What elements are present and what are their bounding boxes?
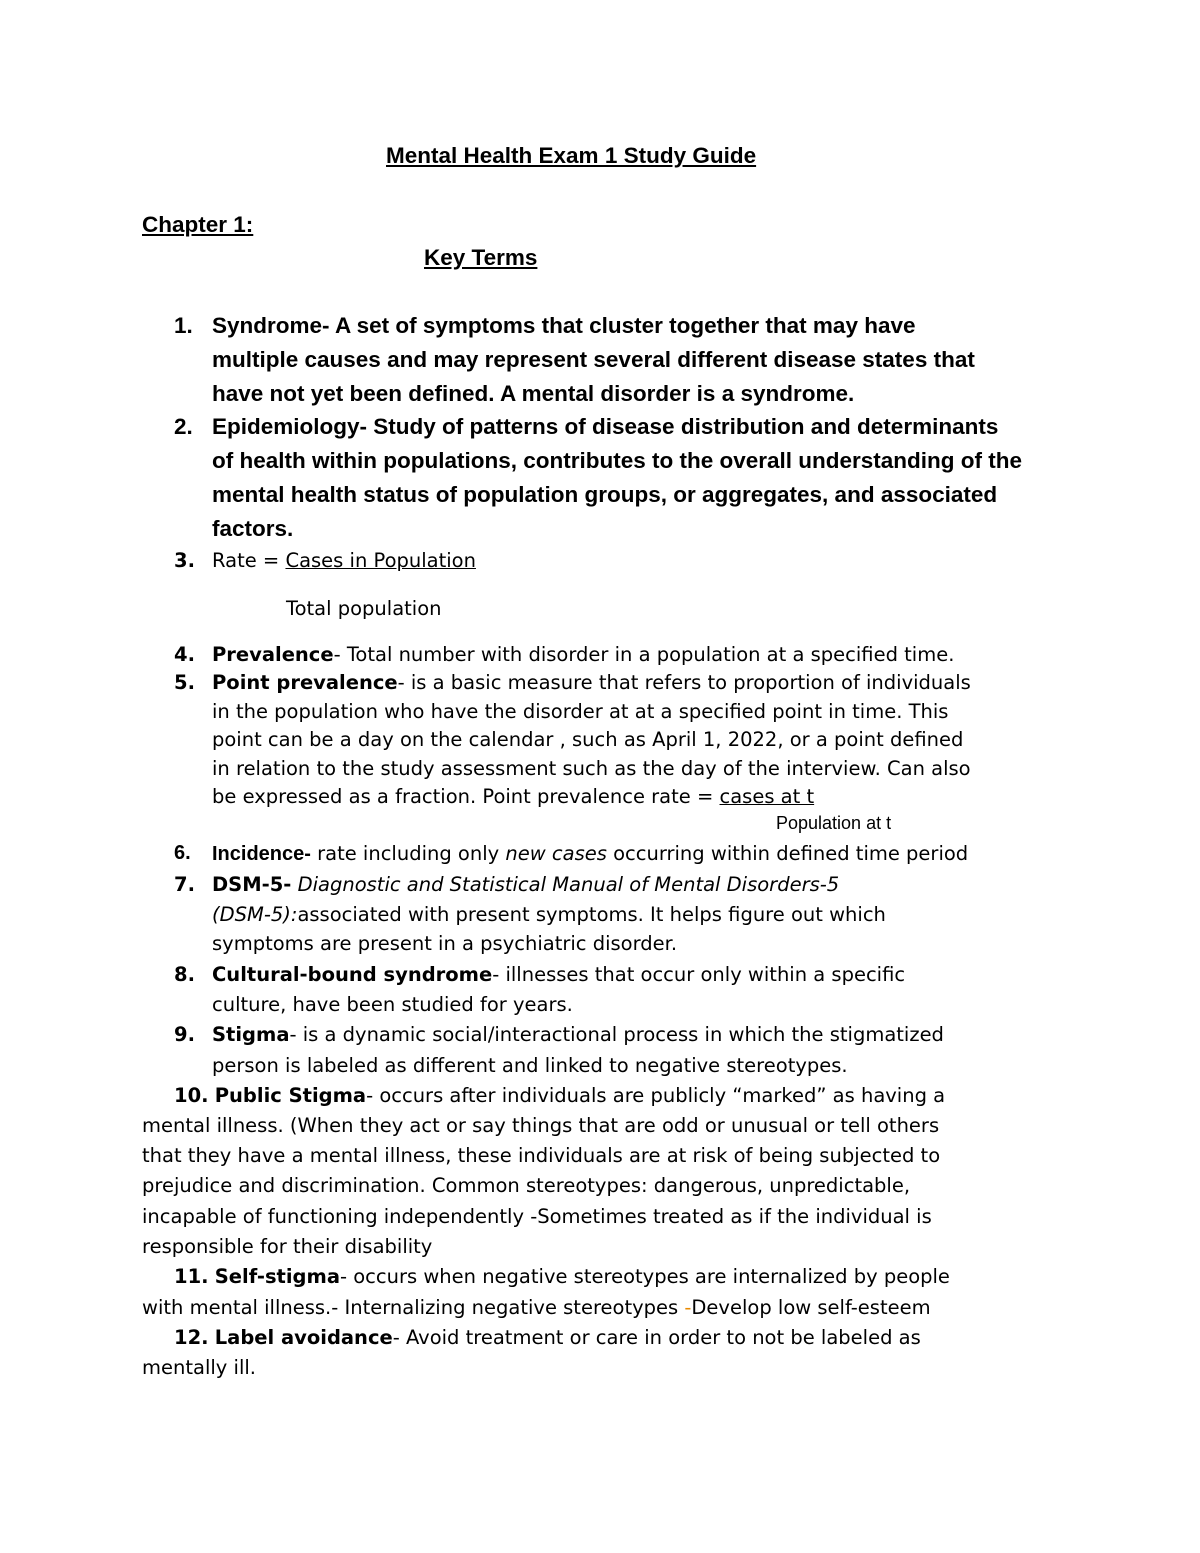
definition-line: of health within populations, contributes to the overall understanding of the — [212, 448, 1022, 473]
item-number: 12. — [174, 1326, 209, 1349]
rate-denominator: Total population — [286, 597, 442, 620]
orange-dash: - — [684, 1296, 692, 1319]
definition: - Total number with disorder in a population at a specified time. — [333, 643, 955, 666]
item-number: 10. — [174, 1084, 209, 1107]
item-number: 9. — [174, 1023, 195, 1046]
definition: - occurs when negative stereotypes are internalized by people — [340, 1265, 950, 1288]
fraction-numerator: cases at t — [719, 785, 815, 808]
definition: - Study of patterns of disease distribution and determinants — [359, 414, 999, 439]
item-number: 11. — [174, 1265, 209, 1288]
term: Syndrome- — [212, 313, 330, 338]
definition-line: culture, have been studied for years. — [212, 993, 573, 1016]
definition-line: be expressed as a fraction. Point prevalence rate = — [212, 785, 720, 808]
fraction-denominator: Population at t — [776, 813, 892, 833]
italic-text: (DSM-5): — [212, 903, 298, 926]
definition-line: symptoms are present in a psychiatric disorder. — [212, 932, 678, 955]
definition-line: point can be a day on the calendar , such as April 1, 2022, or a point defined — [212, 728, 964, 751]
definition: A set of symptoms that cluster together that may have — [329, 313, 916, 338]
rate-numerator: Cases in Population — [285, 549, 476, 572]
italic-text: Diagnostic and Statistical Manual of Mental Disorders-5 — [291, 873, 840, 896]
chapter-heading: Chapter 1: — [142, 212, 254, 237]
term: Self-stigma — [214, 1265, 340, 1288]
term: Epidemiology — [212, 414, 360, 439]
term: Public Stigma — [214, 1084, 367, 1107]
term: Label avoidance — [214, 1326, 393, 1349]
term: Cultural-bound syndrome — [212, 963, 493, 986]
definition-line: incapable of functioning independently -Sometimes treated as if the individual is — [142, 1205, 932, 1228]
definition-line: in the population who have the disorder at at a specified point in time. This — [212, 700, 949, 723]
definition-line: mental illness. (When they act or say things that are odd or unusual or tell others — [142, 1114, 940, 1137]
definition-line: prejudice and discrimination. Common stereotypes: dangerous, unpredictable, — [142, 1174, 911, 1197]
item-number: 6. — [174, 842, 191, 864]
definition: - is a basic measure that refers to proportion of individuals — [397, 671, 971, 694]
definition-line: mental health status of population groups, or aggregates, and associated — [212, 482, 998, 507]
item-number: 1. — [174, 313, 193, 338]
definition-line: multiple causes and may represent several different disease states that — [212, 347, 975, 372]
term: Incidence- — [212, 843, 311, 865]
definition: - occurs after individuals are publicly “marked” as having a — [366, 1084, 946, 1107]
definition-line: that they have a mental illness, these individuals are at risk of being subjected to — [142, 1144, 941, 1167]
item-number: 3. — [174, 549, 195, 572]
definition-line: mentally ill. — [142, 1356, 256, 1379]
definition-line: responsible for their disability — [142, 1235, 433, 1258]
item-number: 2. — [174, 414, 193, 439]
definition-line: have not yet been defined. A mental disorder is a syndrome. — [212, 381, 855, 406]
definition-line: associated with present symptoms. It helps figure out which — [297, 903, 886, 926]
item-number: 5. — [174, 671, 195, 694]
definition: - illnesses that occur only within a specific — [492, 963, 906, 986]
term: Stigma — [212, 1023, 290, 1046]
rate-label: Rate = — [212, 549, 286, 572]
item-number: 4. — [174, 643, 195, 666]
definition-line: person is labeled as different and linked to negative stereotypes. — [212, 1054, 848, 1077]
definition: - Avoid treatment or care in order to not be labeled as — [392, 1326, 921, 1349]
italic-text: new cases — [505, 842, 607, 865]
item-number: 8. — [174, 963, 195, 986]
item-number: 7. — [174, 873, 195, 896]
term: DSM-5- — [212, 873, 292, 896]
definition-line: with mental illness.- Internalizing negative stereotypes — [142, 1296, 685, 1319]
definition-line: factors. — [212, 516, 294, 541]
key-terms-heading: Key Terms — [424, 245, 538, 270]
document-title: Mental Health Exam 1 Study Guide — [386, 143, 757, 168]
term: Point prevalence — [212, 671, 398, 694]
definition: - is a dynamic social/interactional process in which the stigmatized — [289, 1023, 944, 1046]
term: Prevalence — [212, 643, 334, 666]
definition-line: in relation to the study assessment such as the day of the interview. Can also — [212, 757, 971, 780]
